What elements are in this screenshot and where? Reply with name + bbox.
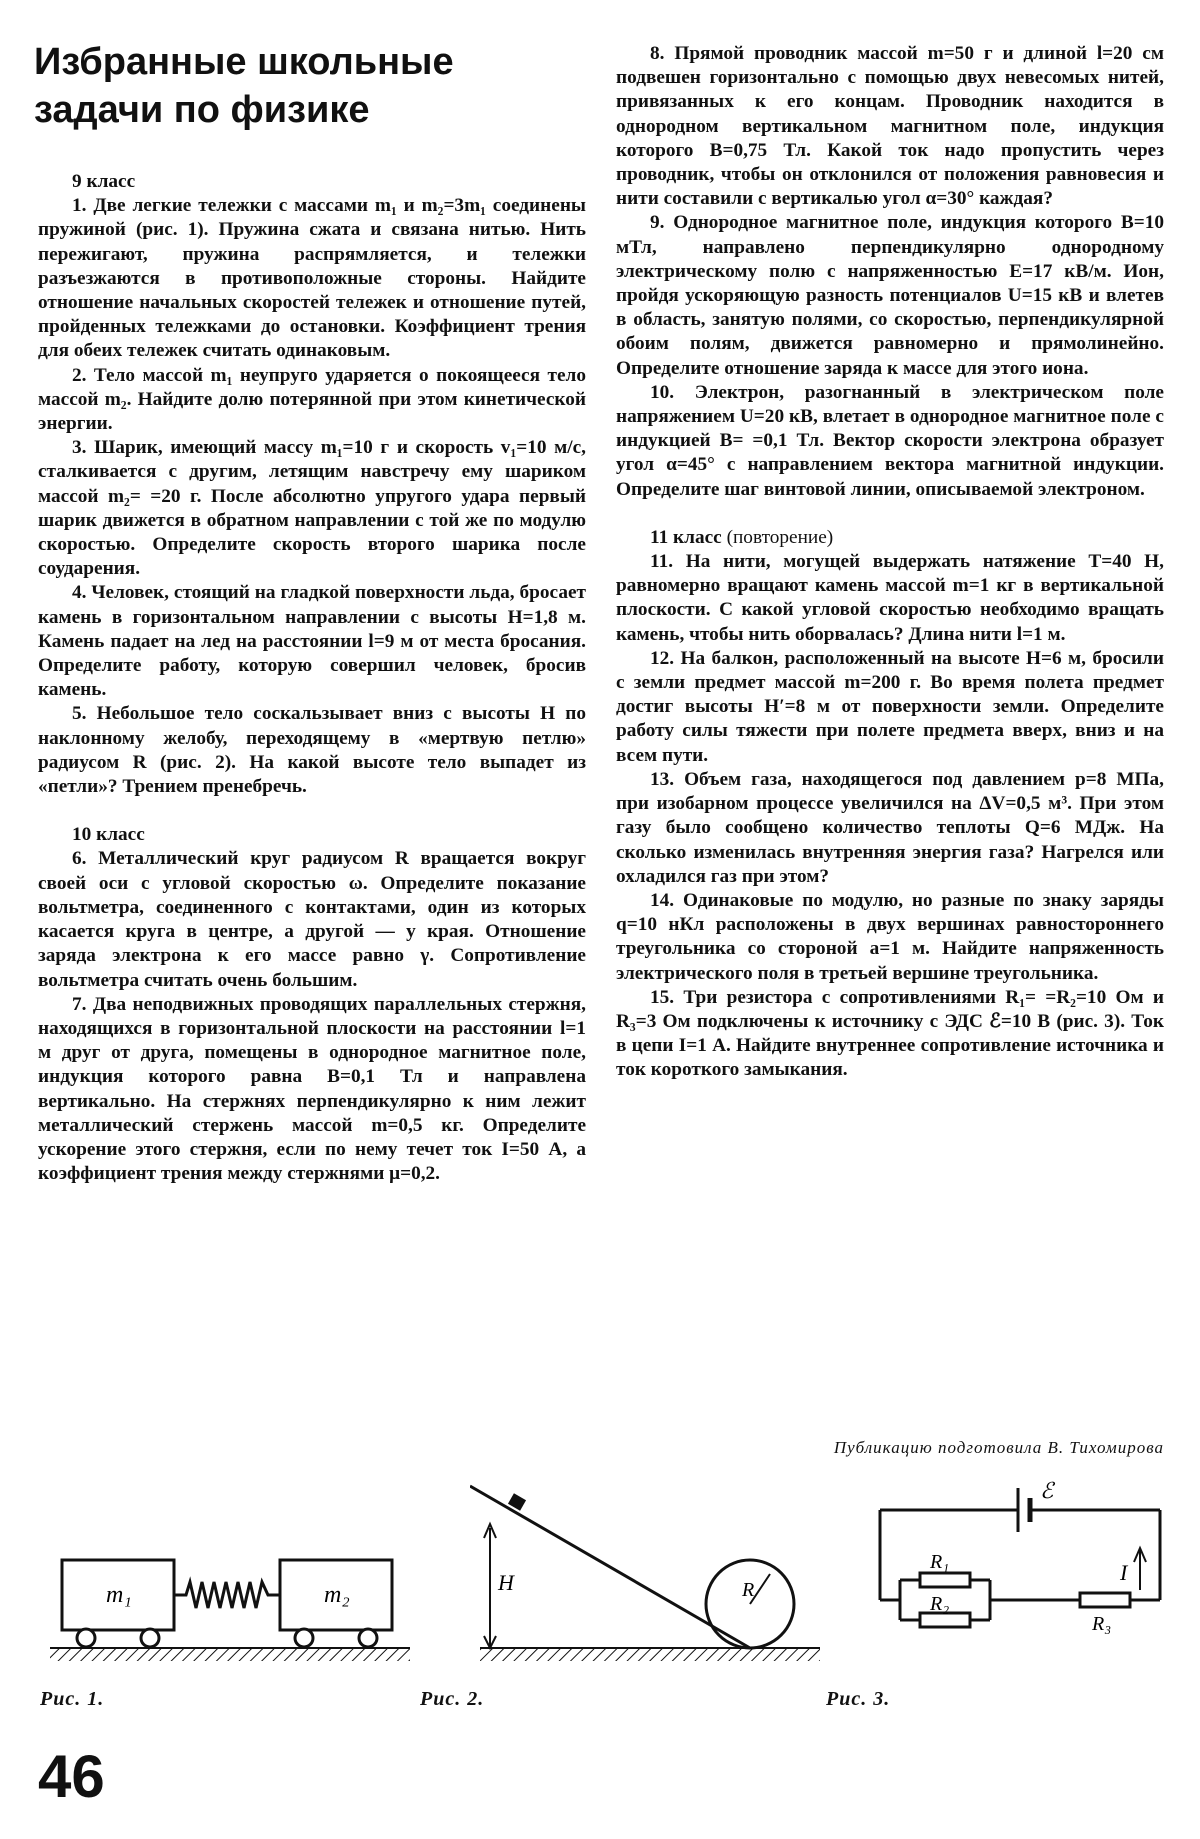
problem-14: 14. Одинаковые по модулю, но разные по знаку заряды q=10 нКл расположены в двух вершинах равностороннего треугольника со стороной a=1 м. Найдите напряженность электрического поля в третьей вершине треугольника. [616,889,1164,984]
label-m1: m₁ [106,1582,132,1608]
section-grade-11-note: (повторение) [726,526,834,548]
credit-line: Публикацию подготовила В. Тихомирова [833,1438,1164,1457]
section-grade-11 [650,526,1164,550]
problem-2: 2. Тело массой m₁ неупруго ударяется о покоящееся тело массой m₂. Найдите долю потерянной при этом кинетической энергии. [38,364,586,435]
problem-6: 6. Металлический круг радиусом R вращается вокруг своей оси с угловой скоростью ω. Определите показание вольтметра, соединенного с контактами, один из которых касается круга в центре, а другой — у края. Отношение заряда электрона к его массе равно γ. Сопротивление вольтметра считать очень большим. [38,848,586,991]
right-column [616,42,1164,1083]
label-m2: m₂ [324,1582,350,1608]
problem-3: 3. Шарик, имеющий массу m₁=10 г и скорость v₁=10 м/с, сталкивается с другим, летящим навстречу ему шариком массой m₂= =20 г. После абсолютно упругого удара первый шарик движется в обратном направлении с той же по модулю скоростью. Определите скорость второго шарика после соударения. [38,437,586,580]
caption-fig-1: Рис. 1. [40,1688,105,1710]
left-column [38,170,586,1186]
label-R2: R₂ [930,1593,950,1615]
resistor-R3 [1080,1593,1130,1607]
label-I: I [1120,1560,1128,1585]
page-title: Избранные школьные задачи по физике [34,41,454,131]
problem-4: 4. Человек, стоящий на гладкой поверхности льда, бросает камень в горизонтальном направлении с высоты H=1,8 м. Камень падает на лед на расстоянии l=9 м от места бросания. Определите работу, которую совершил человек, бросив камень. [38,582,586,701]
section-grade-11-label: 11 класс [650,526,722,548]
problem-12: 12. На балкон, расположенный на высоте H=6 м, бросили с земли предмет массой m=200 г. Во время полета предмет достиг высоты H′=8 м от поверхности земли. Определите работу силы тяжести при полете предмета вверх, вниз и на всем пути. [616,647,1164,766]
figure-2-loop [470,1478,830,1668]
problem-9: 9. Однородное магнитное поле, индукция которого B=10 мТл, направлено перпендикулярно однородному электрическому полю с напряженностью E=17 кВ/м. Ион, пройдя ускоряющую разность потенциалов U=15 кВ и влетев в область, занятую полями, со скоростью, перпендикулярной обоим полям, движется равномерно и прямолинейно. Определите отношение заряда к массе для этого иона. [616,212,1164,379]
section-grade-9: 9 класс [72,171,136,192]
problem-7: 7. Два неподвижных проводящих параллельных стержня, находящихся в горизонтальной плоскости на расстоянии l=1 м друг от друга, помещены в однородное магнитное поле, индукция которого равна B=0,1 Тл и направлена вертикально. На стержнях перпендикулярно к ним лежит металлический стержень массой m=0,5 кг. Определите ускорение этого стержня, если по нему течет ток I=50 А, а коэффициент трения между стержнями μ=0,2. [38,993,586,1185]
problem-10: 10. Электрон, разогнанный в электрическом поле напряжением U=20 кВ, влетает в однородное магнитное поле с индукцией B= =0,1 Тл. Вектор скорости электрона образует угол α=45° с направлением вектора магнитной индукции. Определите шаг винтовой линии, описываемой электроном. [616,381,1164,500]
section-grade-10: 10 класс [72,824,145,846]
caption-fig-3: Рис. 3. [826,1688,891,1710]
figure-3-circuit [870,1470,1180,1670]
label-R1: R₁ [930,1551,950,1573]
caption-fig-2: Рис. 2. [420,1688,485,1710]
label-H: H [498,1570,514,1595]
problem-13: 13. Объем газа, находящегося под давлением p=8 МПа, при изобарном процессе увеличился на ΔV=0,5 м³. При этом газу было сообщено количество теплоты Q=6 МДж. На сколько изменилась внутренняя энергия газа? Нагрелся или охладился газ при этом? [616,768,1164,887]
problem-1: 1. Две легкие тележки с массами m₁ и m₂=3m₁ соединены пружиной (рис. 1). Пружина сжата и связана нитью. Нить пережигают, пружина распрямляется, и тележки разъезжаются в противоположные стороны. Найдите отношение начальных скоростей тележек и отношение путей, пройденных тележками до остановки. Коэффициент трения для обеих тележек считать одинаковым. [38,195,586,362]
problem-11: 11. На нити, могущей выдержать натяжение T=40 Н, равномерно вращают камень массой m=1 кг в вертикальной плоскости. С какой угловой скоростью необходимо вращать камень, чтобы нить оборвалась? Длина нити l=1 м. [616,551,1164,645]
page-number: 46 [38,1743,105,1810]
label-R3: R₃ [1092,1613,1112,1635]
problem-5: 5. Небольшое тело соскальзывает вниз с высоты H по наклонному желобу, переходящему в «мертвую петлю» радиусом R (рис. 2). На какой высоте тело выпадет из «петли»? Трением пренебречь. [38,703,586,798]
figure-1-carts [40,1520,420,1670]
problem-15: 15. Три резистора с сопротивлениями R₁= =R₂=10 Ом и R₃=3 Ом подключены к источнику с ЭДС ℰ=10 В (рис. 3). Ток в цепи I=1 А. Найдите внутреннее сопротивление источника и ток короткого замыкания. [616,986,1164,1081]
spring [174,1582,280,1608]
label-emf: ℰ [1040,1478,1054,1503]
resistor-R1 [920,1573,970,1587]
resistor-R2 [920,1613,970,1627]
problem-8: 8. Прямой проводник массой m=50 г и длиной l=20 см подвешен горизонтально с помощью двух невесомых нитей, привязанных к его концам. Проводник находится в однородном вертикальном магнитном поле, индукция которого B=0,75 Тл. Какой ток надо пропустить через проводник, чтобы он отклонился от положения равновесия и нити составили с вертикалью угол α=30° каждая? [616,43,1164,210]
label-R: R [742,1579,755,1601]
